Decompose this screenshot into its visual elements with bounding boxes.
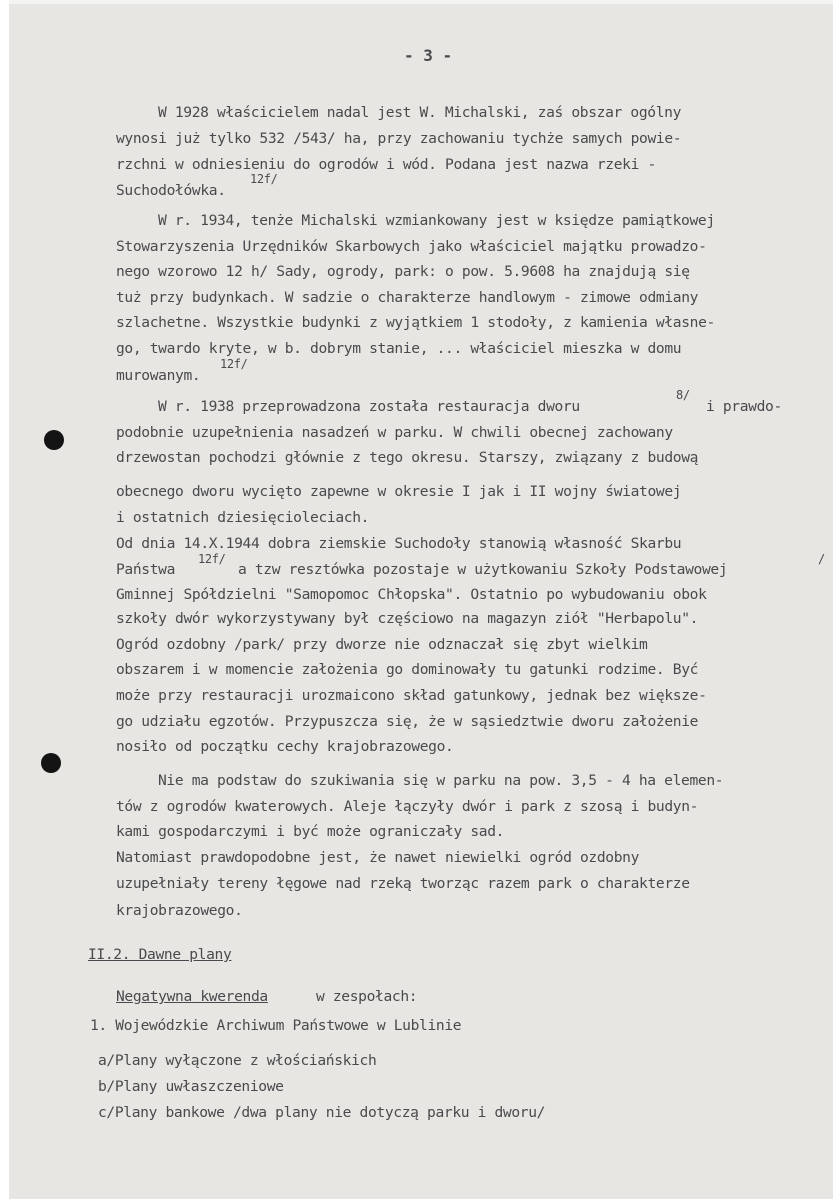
- text-line: nosiło od początku cechy krajobrazowego.: [116, 738, 454, 755]
- text-line: rzchni w odniesieniu do ogrodów i wód. Podana jest nazwa rzeki -: [116, 156, 656, 173]
- text-line: krajobrazowego.: [116, 902, 243, 919]
- text-line: W r. 1934, tenże Michalski wzmiankowany jest w księdze pamiątkowej: [158, 212, 715, 229]
- text-line: go, twardo kryte, w b. dobrym stanie, ... właściciel mieszka w domu: [116, 340, 682, 357]
- list-item: b/Plany uwłaszczeniowe: [98, 1078, 284, 1095]
- list-item: a/Plany wyłączone z włościańskich: [98, 1052, 377, 1069]
- text-line: i prawdo-: [706, 398, 782, 415]
- text-line: tuż przy budynkach. W sadzie o charakterze handlowym - zimowe odmiany: [116, 289, 699, 306]
- paper-left-edge: [0, 0, 9, 1199]
- text-line: w zespołach:: [316, 988, 418, 1005]
- subheading: Negatywna kwerenda: [116, 988, 268, 1005]
- text-line: drzewostan pochodzi głównie z tego okresu. Starszy, związany z budową: [116, 449, 699, 466]
- section-heading: II.2. Dawne plany: [88, 946, 232, 963]
- text-line: W 1928 właścicielem nadal jest W. Michalski, zaś obszar ogólny: [158, 104, 682, 121]
- text-line: W r. 1938 przeprowadzona została restauracja dworu: [158, 398, 580, 415]
- text-line: uzupełniały tereny łęgowe nad rzeką tworząc razem park o charakterze: [116, 875, 690, 892]
- text-line: i ostatnich dziesięcioleciach.: [116, 509, 370, 526]
- text-line: nego wzorowo 12 h/ Sady, ogrody, park: o pow. 5.9608 ha znajdują się: [116, 263, 690, 280]
- list-item: 1. Wojewódzkie Archiwum Państwowe w Lublinie: [90, 1017, 462, 1034]
- text-line: szlachetne. Wszystkie budynki z wyjątkiem 1 stodoły, z kamienia własne-: [116, 314, 715, 331]
- text-line: Od dnia 14.X.1944 dobra ziemskie Suchodoły stanowią własność Skarbu: [116, 535, 682, 552]
- text-line: szkoły dwór wykorzystywany był częściowo na magazyn ziół "Herbapolu".: [116, 610, 699, 627]
- paper-top-edge: [0, 0, 833, 4]
- footnote-ref: 12f/: [220, 357, 248, 371]
- text-line: obecnego dworu wycięto zapewne w okresie I jak i II wojny światowej: [116, 483, 682, 500]
- text-line: obszarem i w momencie założenia go dominowały tu gatunki rodzime. Być: [116, 661, 699, 678]
- margin-mark: /: [818, 552, 825, 566]
- list-item: c/Plany bankowe /dwa plany nie dotyczą parku i dworu/: [98, 1104, 546, 1121]
- text-line: Nie ma podstaw do szukiwania się w parku na pow. 3,5 - 4 ha elemen-: [158, 772, 724, 789]
- text-line: murowanym.: [116, 367, 201, 384]
- text-line: Suchodołówka.: [116, 182, 226, 199]
- text-line: kami gospodarczymi i być może ograniczały sad.: [116, 823, 505, 840]
- punch-hole-icon: [44, 430, 64, 450]
- text-line: tów z ogrodów kwaterowych. Aleje łączyły dwór i park z szosą i budyn-: [116, 798, 699, 815]
- text-line: Stowarzyszenia Urzędników Skarbowych jako właściciel majątku prowadzo-: [116, 238, 707, 255]
- page-number: - 3 -: [404, 46, 453, 65]
- text-line: Natomiast prawdopodobne jest, że nawet niewielki ogród ozdobny: [116, 849, 640, 866]
- text-line: podobnie uzupełnienia nasadzeń w parku. W chwili obecnej zachowany: [116, 424, 673, 441]
- text-line: go udziału egzotów. Przypuszcza się, że w sąsiedztwie dworu założenie: [116, 713, 699, 730]
- footnote-ref: 12f/: [198, 552, 226, 566]
- text-line: Ogród ozdobny /park/ przy dworze nie odznaczał się zbyt wielkim: [116, 636, 648, 653]
- punch-hole-icon: [41, 753, 61, 773]
- text-line: Państwa: [116, 561, 176, 578]
- text-line: może przy restauracji urozmaicono skład gatunkowy, jednak bez większe-: [116, 687, 707, 704]
- text-line: Gminnej Spółdzielni "Samopomoc Chłopska". Ostatnio po wybudowaniu obok: [116, 586, 707, 603]
- footnote-ref: 12f/: [250, 172, 278, 186]
- text-line: wynosi już tylko 532 /543/ ha, przy zachowaniu tychże samych powie-: [116, 130, 682, 147]
- footnote-ref: 8/: [676, 388, 690, 402]
- text-line: a tzw resztówka pozostaje w użytkowaniu Szkoły Podstawowej: [238, 561, 728, 578]
